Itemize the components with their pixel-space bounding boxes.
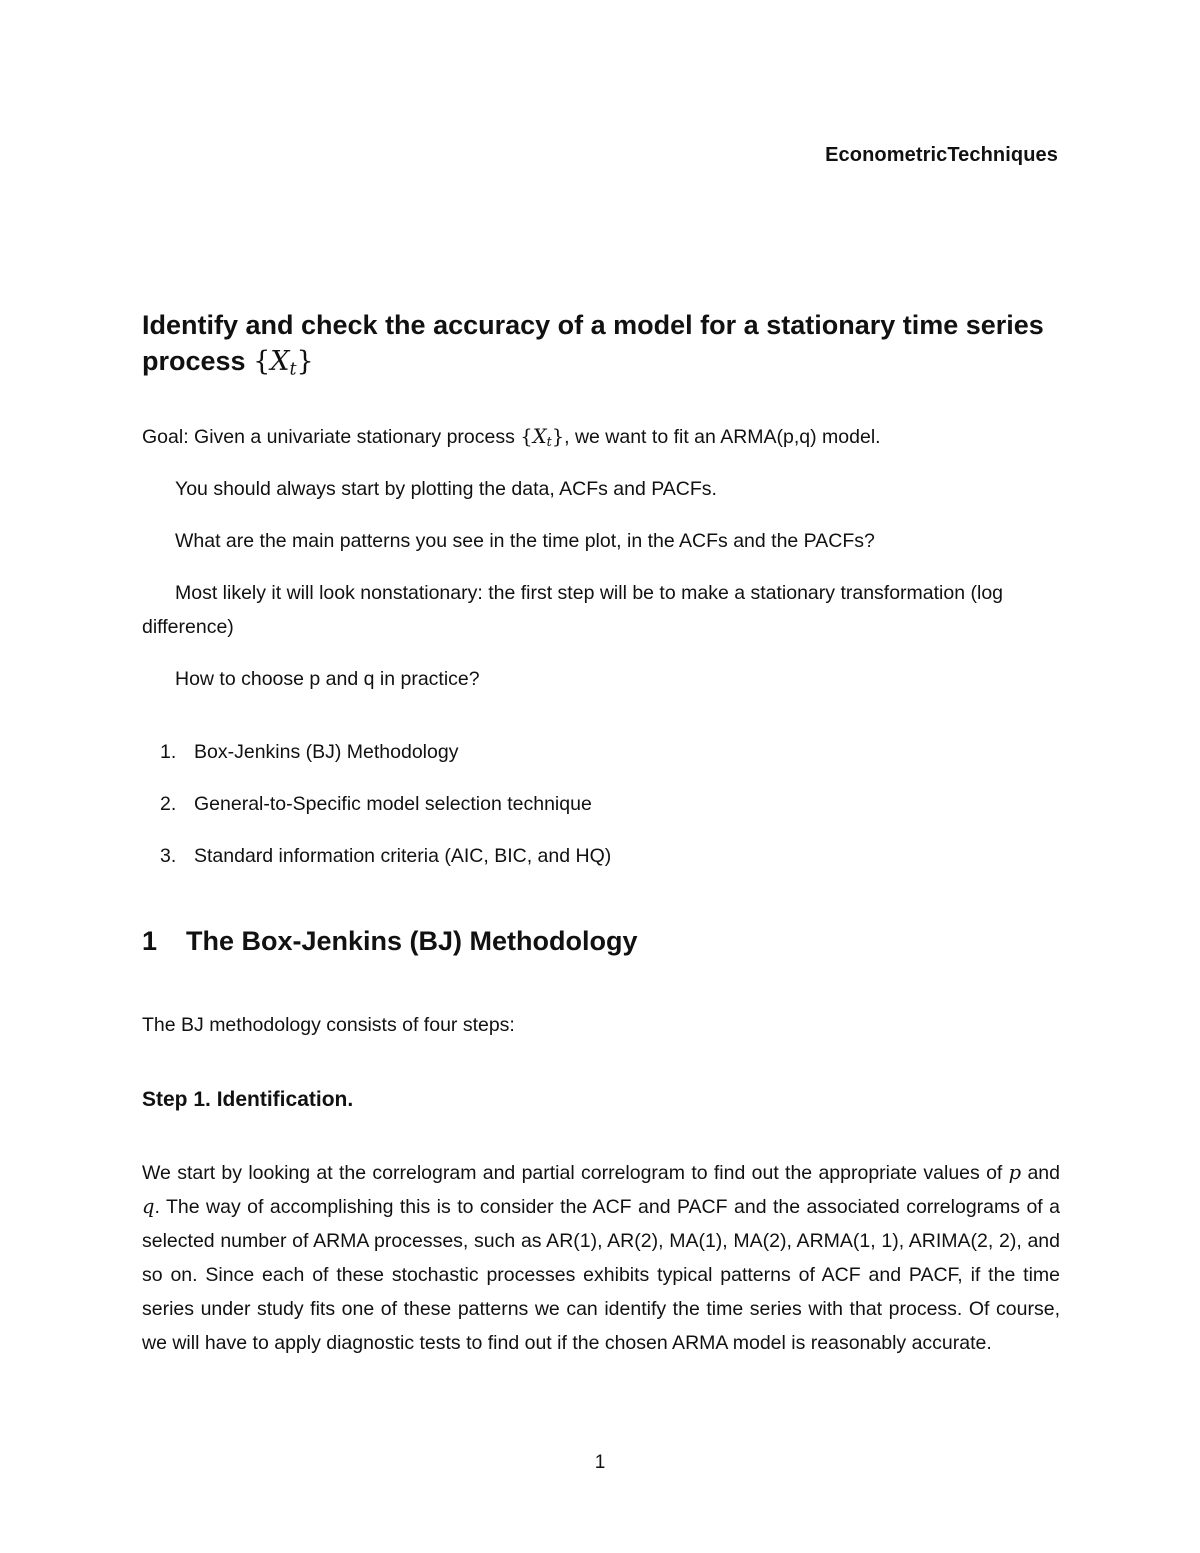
subsection-heading: Step 1. Identification. — [142, 1088, 354, 1111]
methods-list — [160, 735, 611, 891]
var-q-symbol: q — [142, 1195, 155, 1218]
section-title: The Box-Jenkins (BJ) Methodology — [186, 926, 638, 956]
list-number: 1. — [160, 741, 177, 763]
step1-text-b: . The way of accomplishing this is to consider the ACF and PACF and the associated correlograms of a selected number of ARMA processes, such as AR(1), AR(2), MA(1), MA(2), ARMA(1, 1), ARIMA(2, 2), and so on. Since each of these stochastic processes exhibits typical patterns of ACF and PACF, if the time series under study fits one of these patterns we can identify the time series with that process. Of course, we will have to apply diagnostic tests to find out if the chosen ARMA model is reasonably accurate. — [142, 1196, 1060, 1354]
paragraph-plotting: You should always start by plotting the data, ACFs and PACFs. — [175, 478, 717, 500]
list-label: Box-Jenkins (BJ) Methodology — [194, 741, 459, 763]
section-intro: The BJ methodology consists of four steps: — [142, 1014, 515, 1036]
document-title — [142, 307, 1062, 387]
list-label: General-to-Specific model selection technique — [194, 793, 592, 815]
paragraph-choose-pq: How to choose p and q in practice? — [175, 668, 480, 690]
goal-math: $\{X_t\}$ — [520, 425, 565, 450]
running-header: EconometricTechniques — [825, 144, 1058, 166]
title-text: Identify and check the accuracy of a model for a stationary time series process — [142, 310, 1044, 376]
list-item — [160, 839, 611, 891]
paragraph-nonstationary: Most likely it will look nonstationary: the first step will be to make a stationary transformation (log difference) — [142, 582, 1004, 638]
var-p-symbol: p — [1008, 1161, 1022, 1184]
var-p — [1009, 1161, 1021, 1184]
list-number: 2. — [160, 793, 177, 815]
goal-text-after: , we want to fit an ARMA(p,q) model. — [564, 426, 881, 448]
title-math: $\{X_t\}$ — [253, 346, 314, 380]
step1-paragraph — [142, 1156, 1060, 1360]
section-number: 1 — [142, 926, 158, 956]
goal-paragraph — [142, 420, 1060, 459]
section-heading — [142, 926, 638, 957]
list-number: 3. — [160, 845, 177, 867]
step1-text-a: We start by looking at the correlogram and partial correlogram to find out the appropriate values of — [142, 1162, 1003, 1184]
step1-text-and: and — [1027, 1162, 1060, 1184]
list-item — [160, 787, 611, 839]
goal-text-before: Goal: Given a univariate stationary process — [142, 426, 515, 448]
paragraph-patterns: What are the main patterns you see in the time plot, in the ACFs and the PACFs? — [175, 530, 875, 552]
list-label: Standard information criteria (AIC, BIC, and HQ) — [194, 845, 612, 867]
list-item — [160, 735, 611, 787]
page-number: 1 — [594, 1452, 606, 1473]
var-q — [142, 1195, 154, 1218]
